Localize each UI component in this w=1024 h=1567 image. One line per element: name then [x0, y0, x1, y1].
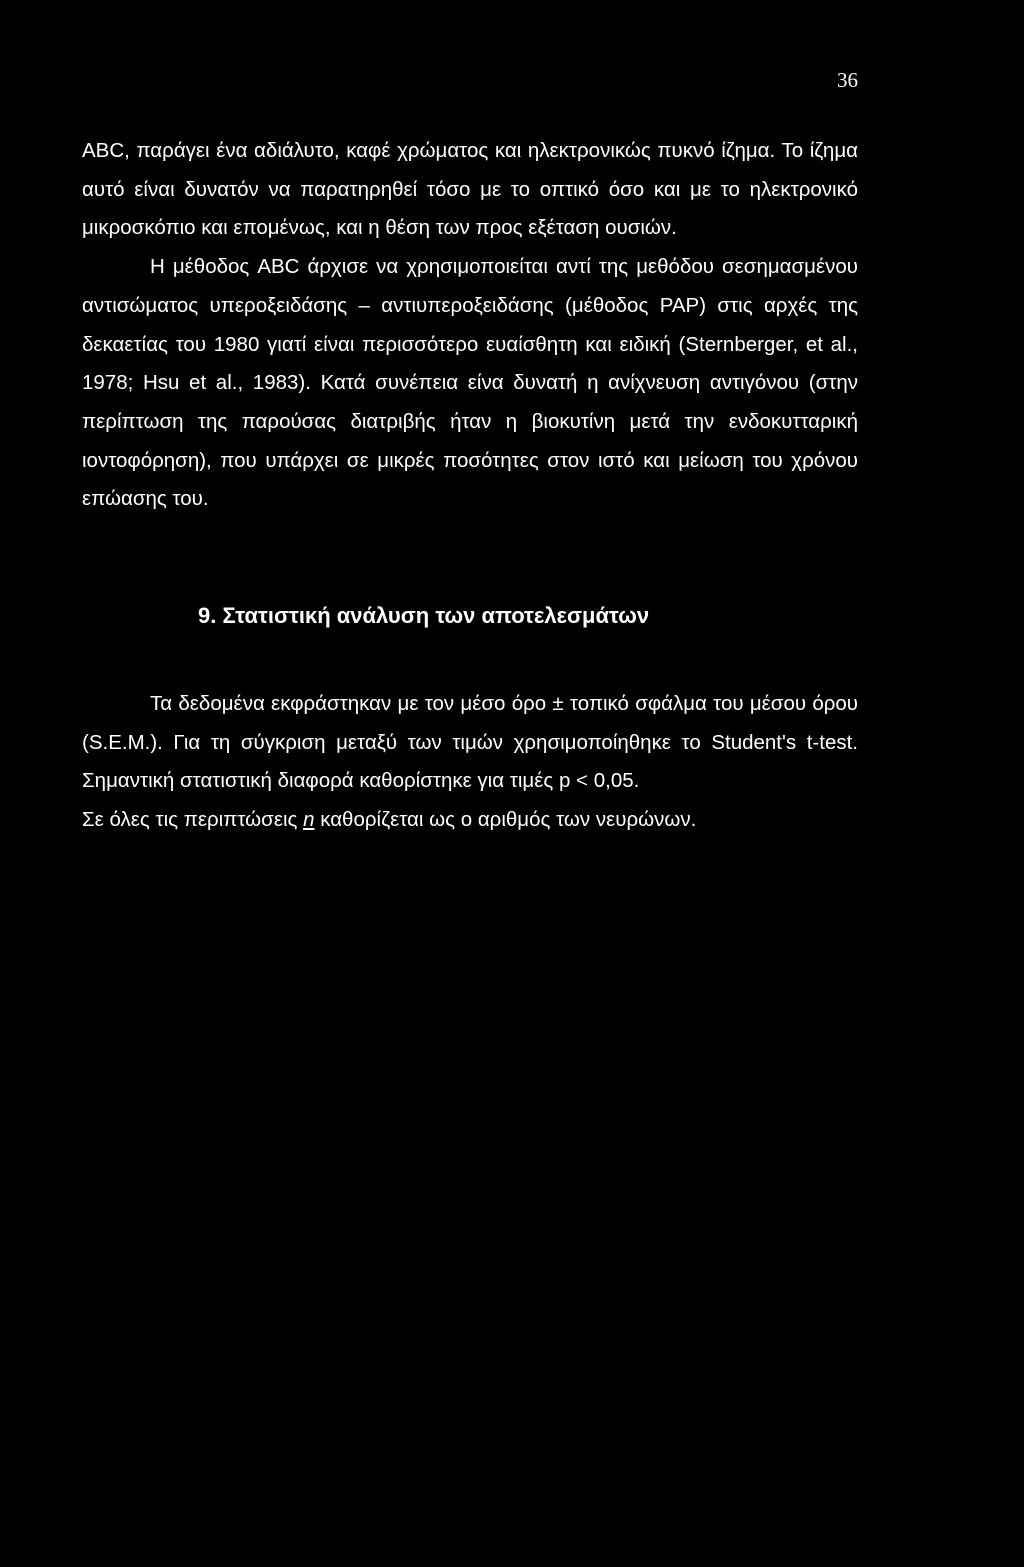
paragraph-neuron-count-tail: καθορίζεται ως ο αριθμός των νευρώνων. [314, 808, 697, 832]
paragraph-abc-method: Η μέθοδος ABC άρχισε να χρησιμοποιείται αντί της μεθόδου σεσημασμένου αντισώματος υπεροξειδάσης – αντιυπεροξειδάσης (μέθοδος PAP) στις αρχές της δεκαετίας του 1980 γιατί είναι περισσότερο ευαίσθητη και ειδική (Sternberger, et al., 1978; Hsu et al., 1983). Κατά συνέπεια είνα δυνατή η ανίχνευση αντιγόνου (στην περίπτωση της παρούσας διατριβής ήταν η βιοκυτίνη μετά την ενδοκυτταρική ιοντοφόρηση), που υπάρχει σε μικρές ποσότητες στον ιστό και μείωση του χρόνου επώασης του. [82, 255, 858, 511]
variable-n: n [303, 808, 315, 832]
paragraph-abc-precipitate: ABC, παράγει ένα αδιάλυτο, καφέ χρώματος και ηλεκτρονικώς πυκνό ίζημα. Το ίζημα αυτό είναι δυνατόν να παρατηρηθεί τόσο με το οπτικό όσο και με το ηλεκτρονικό μικροσκόπιο και επομένως, και η θέση των προς εξέταση ουσιών. [82, 139, 858, 240]
paragraph-statistics: Τα δεδομένα εκφράστηκαν με τον μέσο όρο ± τοπικό σφάλμα του μέσου όρου (S.E.M.). Για τη σύγκριση μεταξύ των τιμών χρησιμοποίηθηκε το Student's t-test. Σημαντική στατιστική διαφορά καθορίστηκε για τιμές p < 0,05. [82, 692, 858, 793]
page-number: 36 [837, 68, 858, 92]
body-text-methods [82, 132, 858, 519]
paragraph-neuron-count-lead: Σε όλες τις περιπτώσεις [82, 808, 304, 832]
section-heading-statistics: 9. Στατιστική ανάλυση των αποτελεσμάτων [198, 603, 650, 628]
body-text-statistics [82, 685, 858, 840]
paragraph-neuron-count [82, 801, 858, 840]
